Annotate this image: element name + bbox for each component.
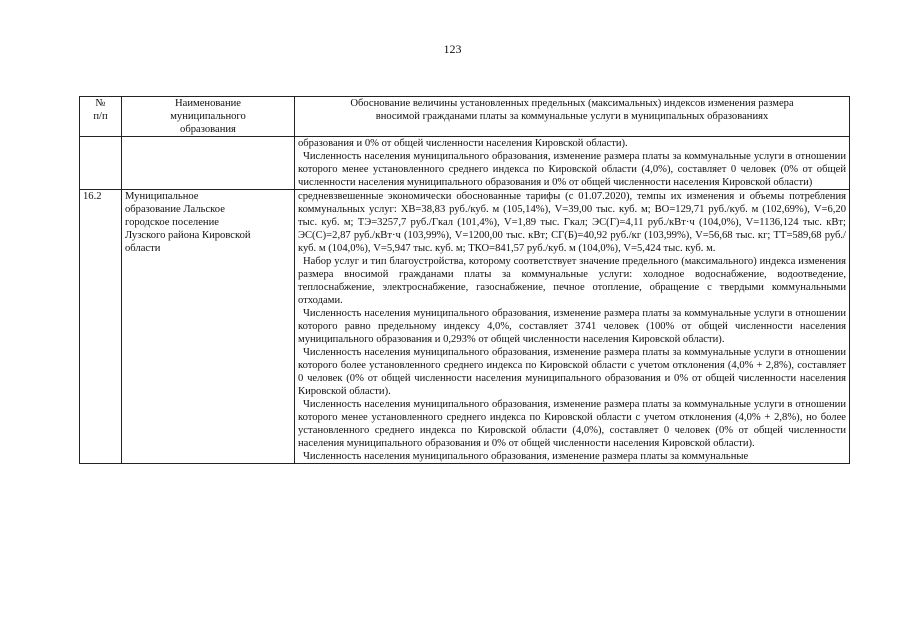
justification-paragraph: образования и 0% от общей численности населения Кировской области).: [298, 138, 628, 149]
row-number: [80, 137, 122, 190]
municipality-name-line: образование Лальское: [125, 204, 225, 215]
justification-paragraph: Численность населения муниципального образования, изменение размера платы за коммунальные услуги в отношении которого менее установленного среднего индекса по Кировской области (4,0%), составляет 0 человек (0% от общей численности населения муниципального образования и 0% от общей численности населения Кировской области): [298, 151, 846, 188]
row-municipality: [122, 190, 295, 464]
municipality-name-line: городское поселение: [125, 217, 219, 228]
justification-paragraph: Численность населения муниципального образования, изменение размера платы за коммунальные услуги в отношении которого равно предельному индексу 4,0%, составляет 3741 человек (100% от общей численности населения муниципального образования и 0,293% от общей численности населения Кировской области).: [298, 308, 846, 345]
header-number-line: п/п: [93, 111, 108, 122]
table-row: [80, 137, 850, 190]
justification-paragraph: Численность населения муниципального образования, изменение размера платы за коммунальные услуги в отношении которого более установленного среднего индекса по Кировской области с учетом отклонения (4,0% + 2,8%), составляет 0 человек (0% от общей численности населения муниципального образования и 0% от общей численности населения Кировской области).: [298, 347, 846, 397]
justification-paragraph: средневзвешенные экономически обоснованные тарифы (с 01.07.2020), темпы их изменения и объемы потребления коммунальных услуг: ХВ=38,83 руб./куб. м (105,14%), V=39,00 тыс. куб. м; ВО=129,71 руб./куб. м (102,69%), V=6,20 тыс. куб. м; ТЭ=3257,7 руб./Гкал (101,4%), V=1,89 тыс. Гкал; ЭС(Г)=4,11 руб./кВт·ч (104,0%), V=1136,124 тыс. кВт; ЭС(С)=2,87 руб./кВт·ч (103,99%), V=1200,00 тыс. кВт; СГ(Б)=40,92 руб./кг (103,99%), V=56,68 тыс. кг; ТТ=589,68 руб./куб. м (104,0%), V=5,947 тыс. куб. м; ТКО=841,57 руб./куб. м (104,0%), V=5,424 тыс. куб. м.: [298, 191, 846, 254]
tariff-justification-table: [79, 96, 850, 464]
row-justification: [295, 190, 850, 464]
header-number: [80, 97, 122, 137]
header-municipality-line: Наименование: [175, 98, 241, 109]
justification-paragraph: Численность населения муниципального образования, изменение размера платы за коммунальные услуги в отношении которого менее установленного среднего индекса по Кировской области с учетом отклонения (4,0% + 2,8%), но более установленного среднего индекса по Кировской области (4,0%), составляет 0 человек (0% от общей численности населения муниципального образования и 0% от общей численности населения Кировской области).: [298, 399, 846, 449]
justification-paragraph: Численность населения муниципального образования, изменение размера платы за коммунальные: [303, 451, 749, 462]
header-municipality-line: образования: [180, 124, 236, 135]
row-justification: [295, 137, 850, 190]
header-justification-line: вносимой гражданами платы за коммунальные услуги в муниципальных образованиях: [375, 111, 769, 122]
header-number-line: №: [95, 98, 106, 109]
row-municipality: [122, 137, 295, 190]
justification-paragraph: Набор услуг и тип благоустройства, которому соответствует значение предельного (максимального) индекса изменения размера вносимой гражданами платы за коммунальные услуги: холодное водоснабжение, водоотведение, теплоснабжение, электроснабжение, газоснабжение, печное отопление, обращение с твердыми коммунальными отходами.: [298, 256, 846, 306]
header-justification: [295, 97, 850, 137]
header-municipality-line: муниципального: [170, 111, 246, 122]
municipality-name-line: Муниципальное: [125, 191, 199, 202]
page-number: 123: [443, 42, 462, 56]
municipality-name-line: Лузского района Кировской: [125, 230, 251, 241]
row-number: 16.2: [80, 190, 122, 464]
table-row: [80, 190, 850, 464]
header-municipality: [122, 97, 295, 137]
header-justification-line: Обоснование величины установленных предельных (максимальных) индексов изменения размера: [350, 98, 794, 109]
municipality-name-line: области: [125, 243, 161, 254]
table-header-row: [80, 97, 850, 137]
